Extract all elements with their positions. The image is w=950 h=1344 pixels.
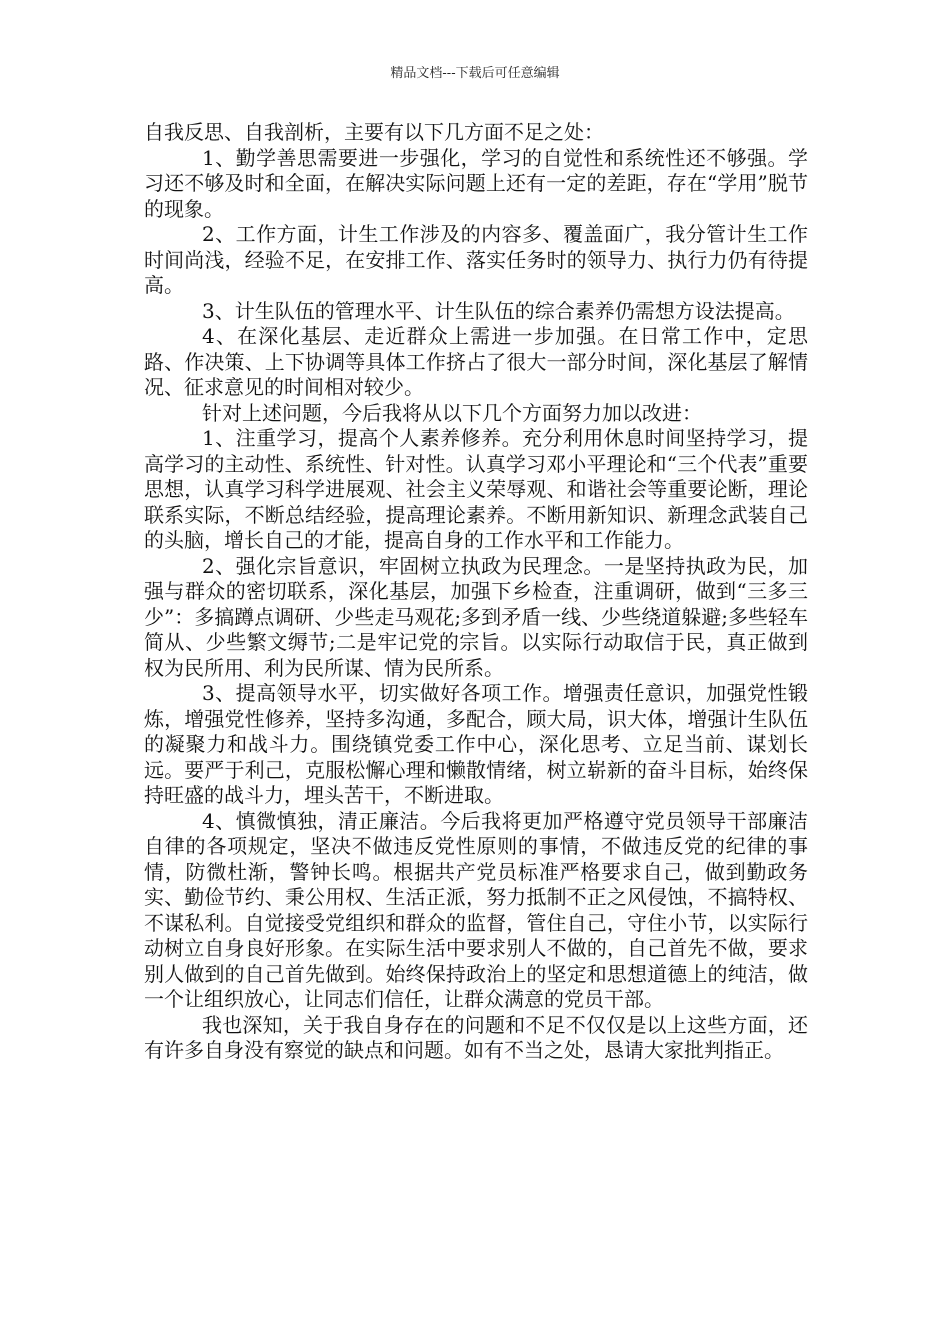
paragraph-shortcoming-3: 3、计生队伍的管理水平、计生队伍的综合素养仍需想方设法提高。	[202, 298, 795, 323]
paragraph-improvement-4: 4、慎微慎独，清正廉洁。今后我将更加严格遵守党员领导干部廉洁自律的各项规定，坚决不做违反党性原则的事情，不做违反党的纪律的事情，防微杜渐，警钟长鸣。根据共产党员标准严格要求自己，做到勤政务实、勤俭节约、秉公用权、生活正派，努力抵制不正之风侵蚀，不搞特权、不谋私利。自觉接受党组织和群众的监督，管住自己，守住小节，以实际行动树立自身良好形象。在实际生活中要求别人不做的，自己首先不做，要求别人做到的自己首先做到。始终保持政治上的坚定和思想道德上的纯洁，做一个让组织放心，让同志们信任，让群众满意的党员干部。	[144, 808, 808, 1011]
paragraph-improvement-2: 2、强化宗旨意识，牢固树立执政为民理念。一是坚持执政为民，加强与群众的密切联系，深化基层，加强下乡检查，注重调研，做到“三多三少”：多搞蹲点调研、少些走马观花;多到矛盾一线、少些绕道躲避;多些轻车简从、少些繁文缛节;二是牢记党的宗旨。以实际行动取信于民，真正做到权为民所用、利为民所谋、情为民所系。	[144, 553, 808, 680]
page-header: 精品文档---下载后可任意编辑	[390, 66, 560, 81]
paragraph-intro: 自我反思、自我剖析，主要有以下几方面不足之处：	[144, 120, 604, 144]
paragraph-improvement-intro: 针对上述问题，今后我将从以下几个方面努力加以改进：	[202, 400, 702, 425]
paragraph-improvement-1: 1、注重学习，提高个人素养修养。充分利用休息时间坚持学习，提高学习的主动性、系统性、针对性。认真学习邓小平理论和“三个代表”重要思想，认真学习科学进展观、社会主义荣辱观、和谐社会等重要论断，理论联系实际，不断总结经验，提高理论素养。不断用新知识、新理念武装自己的头脑，增长自己的才能，提高自身的工作水平和工作能力。	[144, 426, 808, 552]
paragraph-improvement-3: 3、提高领导水平，切实做好各项工作。增强责任意识，加强党性锻炼，增强党性修养，坚持多沟通，多配合，顾大局，识大体，增强计生队伍的凝聚力和战斗力。围绕镇党委工作中心，深化思考、立足当前、谋划长远。要严于利己，克服松懈心理和懒散情绪，树立崭新的奋斗目标，始终保持旺盛的战斗力，埋头苦干，不断进取。	[144, 681, 808, 807]
paragraph-shortcoming-1: 1、勤学善思需要进一步强化，学习的自觉性和系统性还不够强。学习还不够及时和全面，在解决实际问题上还有一定的差距，存在“学用”脱节的现象。	[144, 145, 808, 221]
paragraph-shortcoming-4: 4、在深化基层、走近群众上需进一步加强。在日常工作中，定思路、作决策、上下协调等具体工作挤占了很大一部分时间，深化基层了解情况、征求意见的时间相对较少。	[144, 324, 808, 399]
document-body	[144, 120, 808, 1064]
paragraph-shortcoming-2: 2、工作方面，计生工作涉及的内容多、覆盖面广，我分管计生工作时间尚浅，经验不足，在安排工作、落实任务时的领导力、执行力仍有待提高。	[144, 222, 808, 297]
paragraph-conclusion: 我也深知，关于我自身存在的问题和不足不仅仅是以上这些方面，还有许多自身没有察觉的缺点和问题。如有不当之处，恳请大家批判指正。	[144, 1012, 808, 1062]
